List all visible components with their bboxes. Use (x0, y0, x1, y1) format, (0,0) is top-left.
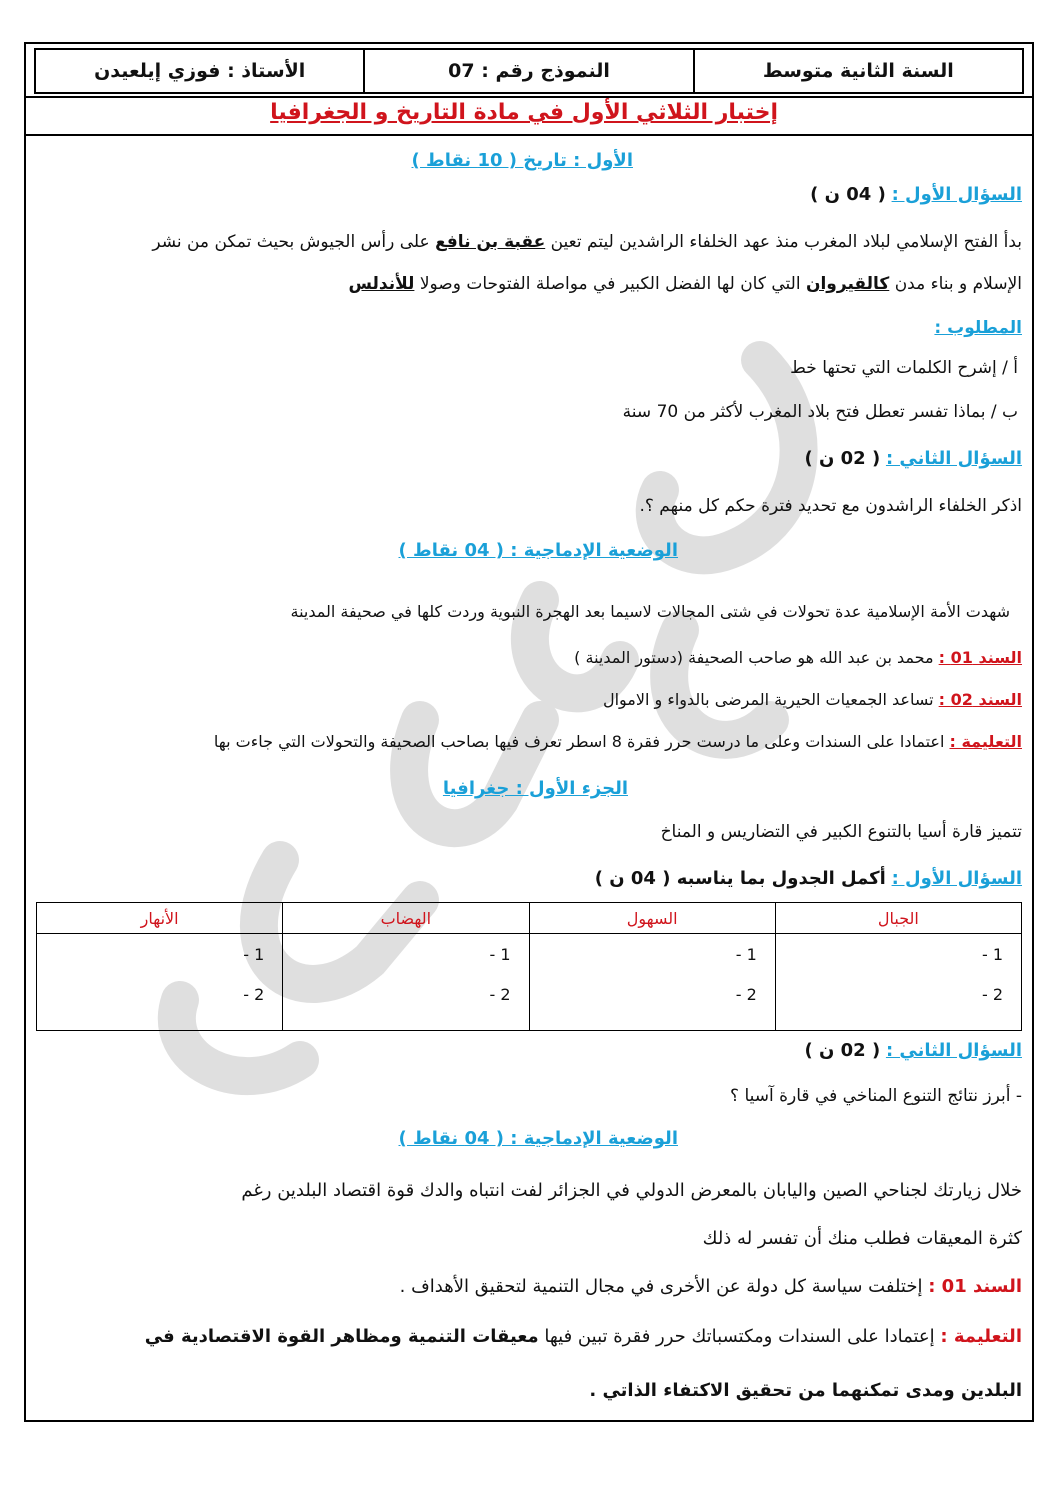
table-header: الهضاب (283, 903, 529, 934)
divider (26, 96, 1032, 98)
geography-q1-heading: السؤال الأول : أكمل الجدول بما يناسبه ( 04 ن ) (594, 868, 1022, 889)
exam-title: إختبار الثلاثي الأول في مادة التاريخ و الجغرافيا (270, 100, 778, 125)
required-label: المطلوب : (934, 318, 1022, 338)
exam-header (34, 48, 1024, 94)
geography-part-title: الجزء الأول : جغرافيا (442, 778, 628, 799)
geography-intro: تتميز قارة أسيا بالتنوع الكبير في التضاريس و المناخ (660, 822, 1022, 842)
history-instruction: التعليمة : اعتمادا على السندات وعلى ما درست حرر فقرة 8 اسطر تعرف فيها بصاحب الصحيفة والتحولات التي جاءت بها (213, 732, 1022, 751)
teacher-name: الأستاذ : فوزي إيلعيدن (94, 60, 306, 82)
required-b: ب / بماذا تفسر تعطل فتح بلاد المغرب لأكثر من 70 سنة (622, 402, 1018, 422)
history-integration-title: الوضعية الإدماجية : ( 04 نقاط ) (398, 540, 678, 561)
history-doc1: السند 01 : محمد بن عبد الله هو صاحب الصحيفة (دستور المدينة ) (574, 648, 1022, 667)
geography-table (36, 902, 1022, 1031)
history-q1-paragraph-line1: بدأ الفتح الإسلامي لبلاد المغرب منذ عهد الخلفاء الراشدين ليتم تعين عقبة بن نافع على رأس الجيوش بحيث تمكن من نشر (152, 232, 1022, 252)
table-header: السهول (529, 903, 775, 934)
table-cell[interactable]: 1 - 2 - (283, 934, 529, 1031)
school-year: السنة الثانية متوسط (693, 50, 1022, 92)
history-doc2: السند 02 : تساعد الجمعيات الحيرية المرضى بالدواء و الاموال (602, 690, 1022, 709)
geography-integration-title: الوضعية الإدماجية : ( 04 نقاط ) (398, 1128, 678, 1149)
history-integration-intro: شهدت الأمة الإسلامية عدة تحولات في شتى المجالات لاسيما بعد الهجرة النبوية وردت كلها في صحيفة المدينة (290, 602, 1010, 621)
history-q1-paragraph-line2: الإسلام و بناء مدن كالقيروان التي كان لها الفضل الكبير في مواصلة الفتوحات وصولا للأندلس (348, 274, 1022, 294)
table-cell[interactable]: 1 - 2 - (37, 934, 283, 1031)
geography-integration-line2: كثرة المعيقات فطلب منك أن تفسر له ذلك (702, 1228, 1022, 1249)
history-q1-heading: السؤال الأول : ( 04 ن ) (810, 184, 1022, 205)
table-header: الجبال (775, 903, 1021, 934)
table-cell[interactable]: 1 - 2 - (775, 934, 1021, 1031)
table-header: الأنهار (37, 903, 283, 934)
geography-doc1: السند 01 : إختلفت سياسة كل دولة عن الأخرى في مجال التنمية لتحقيق الأهداف . (399, 1276, 1022, 1297)
geography-instruction-line2: البلدين ومدى تمكنهما من تحقيق الاكتفاء الذاتي . (589, 1380, 1022, 1401)
geography-instruction-line1: التعليمة : إعتمادا على السندات ومكتسباتك حرر فقرة تبين فيها معيقات التنمية ومظاهر القوة الاقتصادية في (144, 1326, 1022, 1347)
required-a: أ / إشرح الكلمات التي تحتها خط (790, 358, 1018, 378)
history-q2-text: اذكر الخلفاء الراشدون مع تحديد فترة حكم كل منهم ؟. (639, 496, 1022, 516)
model-number: النموذج رقم : 07 (363, 50, 692, 92)
history-part-title: الأول : تاريخ ( 10 نقاط ) (411, 150, 633, 171)
table-cell[interactable]: 1 - 2 - (529, 934, 775, 1031)
geography-q2-text: - أبرز نتائج التنوع المناخي في قارة آسيا ؟ (730, 1086, 1022, 1106)
geography-q2-heading: السؤال الثاني : ( 02 ن ) (804, 1040, 1022, 1061)
divider (26, 134, 1032, 136)
geography-integration-line1: خلال زيارتك لجناحي الصين واليابان بالمعرض الدولي في الجزائر لفت انتباه والدك قوة اقتصاد البلدين رغم (241, 1180, 1022, 1201)
history-q2-heading: السؤال الثاني : ( 02 ن ) (804, 448, 1022, 469)
